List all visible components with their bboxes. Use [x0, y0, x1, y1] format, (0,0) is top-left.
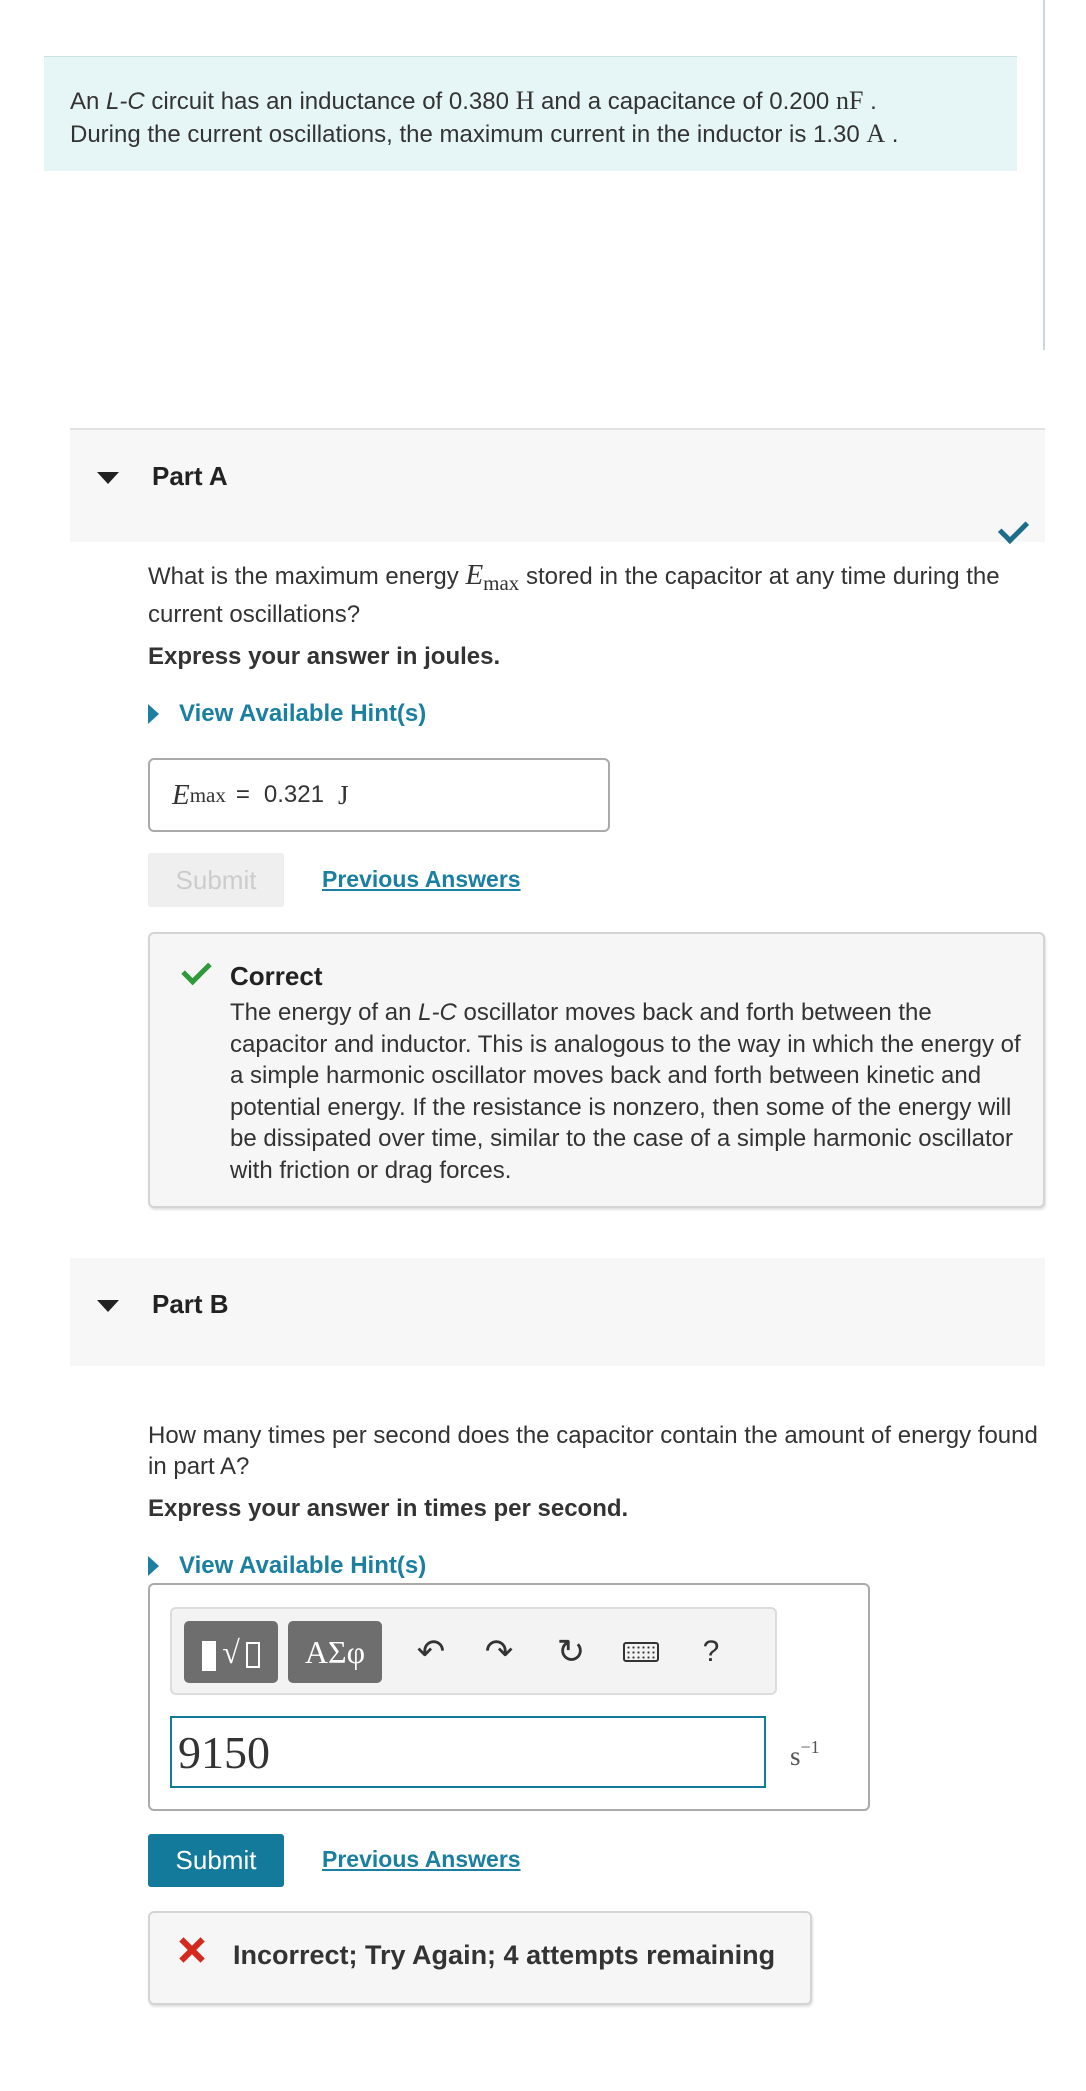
part-b-hint-toggle[interactable]: View Available Hint(s)	[148, 1552, 426, 1580]
part-a-title: Part A	[152, 461, 228, 491]
answer-value: 0.321	[263, 781, 324, 808]
part-b-previous-answers-link[interactable]: Previous Answers	[322, 1846, 521, 1872]
right-divider	[1043, 0, 1045, 350]
collapse-caret-icon[interactable]	[97, 472, 119, 484]
expand-triangle-icon	[148, 1556, 159, 1576]
correct-check-icon	[181, 955, 211, 985]
answer-unit: $s^{-1}$	[790, 1737, 820, 1771]
math-toolbar	[170, 1607, 777, 1695]
part-b-answer-area	[148, 1583, 870, 1811]
part-b-answer-input[interactable]: 9150	[170, 1716, 766, 1788]
part-b-question: How many times per second does the capacitor contain the amount of energy found in part A?	[148, 1422, 1038, 1480]
part-a-previous-answers-link[interactable]: Previous Answers	[322, 866, 521, 892]
part-b-submit-button[interactable]: Submit	[148, 1834, 284, 1887]
part-a-instruction: Express your answer in joules.	[148, 643, 501, 670]
templates-button[interactable]	[184, 1621, 278, 1683]
sqrt-icon: √	[222, 1633, 240, 1670]
part-a-submit-button[interactable]: Submit	[148, 853, 284, 907]
part-a-answer-display: E max = 0.321 J	[148, 758, 610, 832]
template-box-icon	[246, 1642, 260, 1668]
part-b-header[interactable]	[70, 1258, 1045, 1366]
part-a-header[interactable]	[70, 428, 1045, 542]
part-b-instruction: Express your answer in times per second.	[148, 1495, 629, 1522]
part-a-question: What is the maximum energy Emax stored in the capacitor at any time during the current oscillations?	[148, 559, 1000, 628]
part-b-title: Part B	[152, 1289, 229, 1319]
template-block-icon	[202, 1641, 216, 1671]
feedback-text: Incorrect; Try Again; 4 attempts remaining	[233, 1940, 776, 1970]
part-a-hint-toggle[interactable]: View Available Hint(s)	[148, 700, 426, 728]
help-icon[interactable]: ?	[702, 1635, 720, 1668]
reset-icon[interactable]: ↻	[556, 1633, 586, 1671]
part-b-feedback-incorrect	[148, 1911, 812, 2005]
collapse-caret-icon[interactable]	[97, 1300, 119, 1312]
greek-symbols-button[interactable]: ΑΣφ	[288, 1621, 382, 1683]
expand-triangle-icon	[148, 704, 159, 724]
feedback-title: Correct	[230, 961, 323, 991]
incorrect-x-icon	[177, 1935, 207, 1965]
feedback-body: The energy of an L-C oscillator moves back and forth between the capacitor and inductor. This is analogous to the way in which the energy of a simple harmonic oscillator moves back and forth between kinetic and potential energy. If the resistance is nonzero, then some of the energy will be dissipated over time, similar to the case of a simple harmonic oscillator with friction or drag forces.	[230, 999, 1021, 1184]
redo-icon[interactable]: ↷	[484, 1633, 514, 1671]
keyboard-icon[interactable]	[618, 1627, 664, 1677]
intro-line-1: An L-C circuit has an inductance of 0.380 H and a capacitance of 0.200 nF .	[70, 86, 877, 115]
problem-intro	[44, 56, 1017, 171]
answer-unit: J	[337, 779, 349, 810]
intro-line-2: During the current oscillations, the maximum current in the inductor is 1.30 A .	[70, 119, 899, 148]
undo-icon[interactable]: ↶	[416, 1633, 446, 1671]
part-a-feedback-correct	[148, 932, 1045, 1208]
